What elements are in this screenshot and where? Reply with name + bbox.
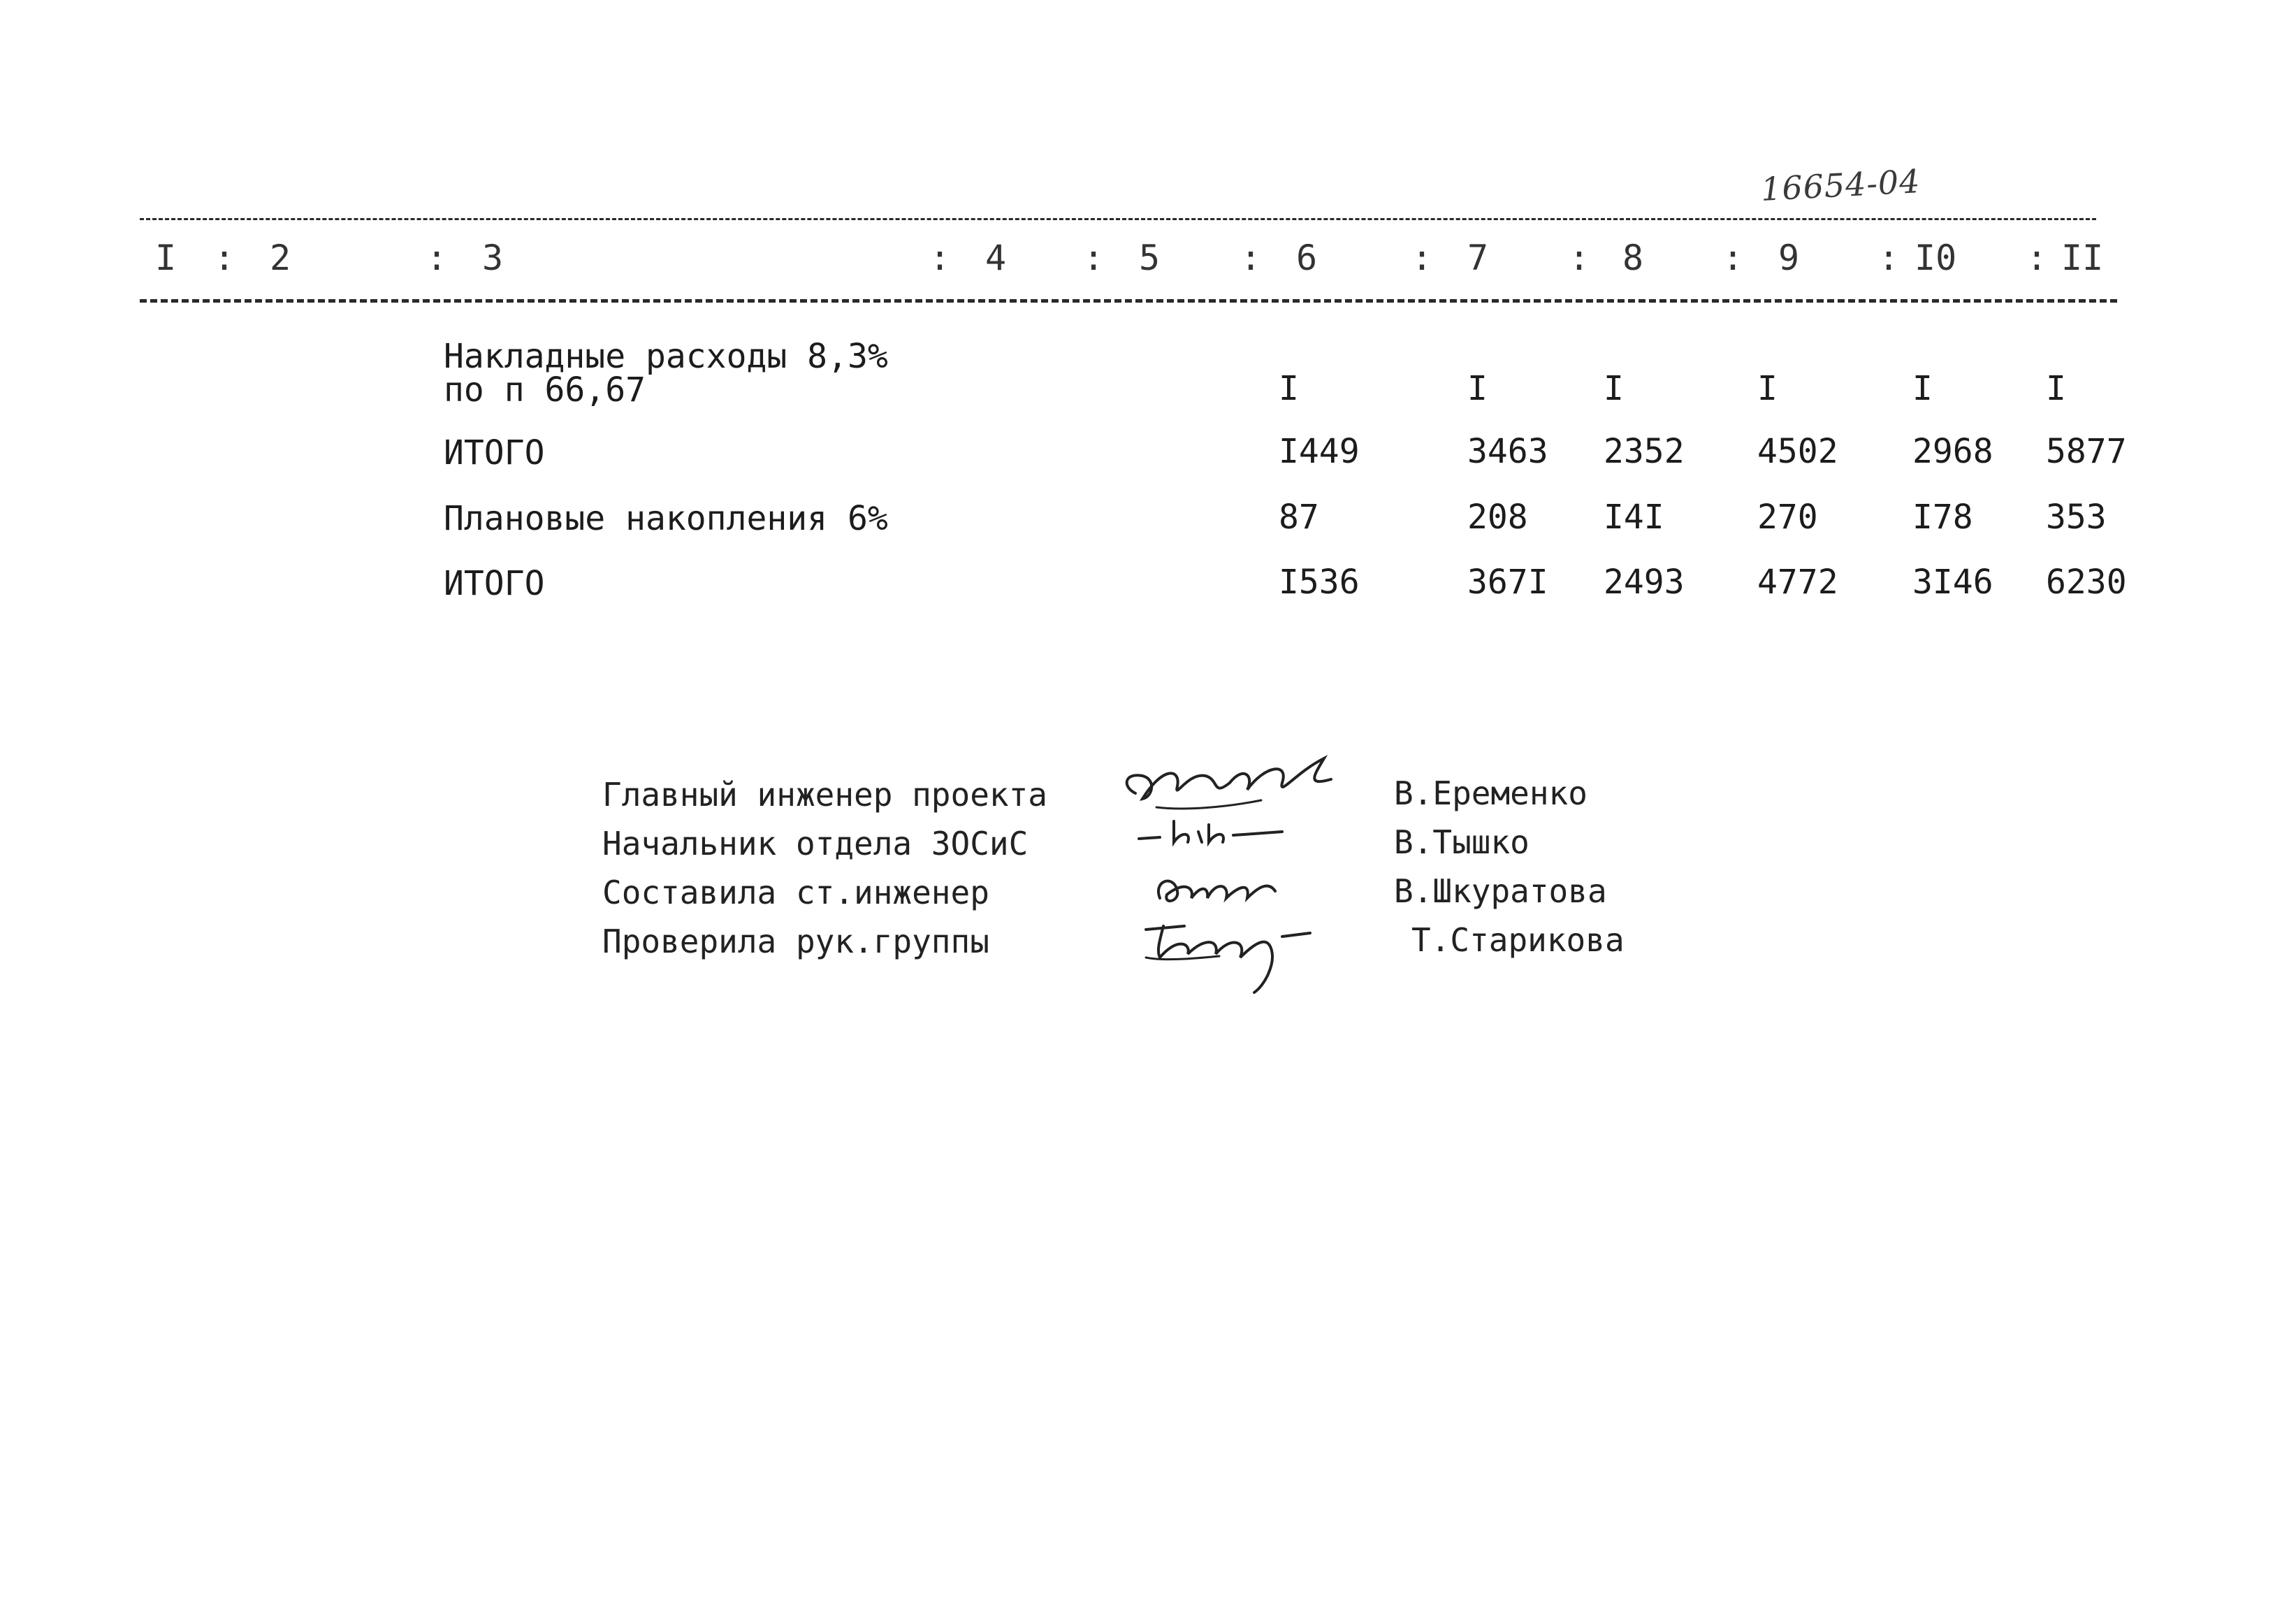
signer-title: Главный инженер проекта xyxy=(602,776,1047,814)
col-sep: : xyxy=(1722,238,1744,278)
col-head-6: 6 xyxy=(1296,238,1318,278)
col-sep: : xyxy=(1240,238,1262,278)
col-sep: : xyxy=(1411,238,1433,278)
col-head-8: 8 xyxy=(1622,238,1644,278)
col-sep: : xyxy=(1878,238,1900,278)
row-label: ИТОГО xyxy=(444,564,545,603)
doc-number: 16654-04 xyxy=(1759,162,1921,208)
cell-col-10: I78 xyxy=(1912,498,1973,537)
cell-col-8: I xyxy=(1604,369,1624,408)
cell-col-6: I536 xyxy=(1279,563,1360,602)
cell-col-7: 367I xyxy=(1467,563,1548,602)
cell-col-9: 4502 xyxy=(1757,432,1838,471)
col-head-9: 9 xyxy=(1778,238,1800,278)
signer-name: В.Еременко xyxy=(1394,774,1587,812)
row-label: Накладные расходы 8,3% xyxy=(444,337,888,376)
col-head-11: II xyxy=(2061,238,2104,278)
cell-col-10: 2968 xyxy=(1912,432,1993,471)
cell-col-8: 2352 xyxy=(1604,432,1685,471)
col-head-5: 5 xyxy=(1139,238,1161,278)
cell-col-9: I xyxy=(1757,369,1778,408)
cell-col-7: 208 xyxy=(1467,498,1528,537)
signature-mark-1 xyxy=(1114,744,1345,821)
signer-title: Начальник отдела ЗОСиС xyxy=(602,825,1029,862)
signer-name: В.Шкуратова xyxy=(1394,872,1607,910)
cell-col-7: I xyxy=(1467,369,1488,408)
header-rule-top xyxy=(140,218,2096,220)
signature-mark-3 xyxy=(1146,860,1300,916)
col-sep: : xyxy=(1083,238,1105,278)
row-label-continued: по п 66,67 xyxy=(444,370,646,410)
col-head-4: 4 xyxy=(985,238,1007,278)
cell-col-11: I xyxy=(2046,369,2066,408)
col-sep: : xyxy=(1569,238,1590,278)
signer-name: В.Тышко xyxy=(1394,823,1530,861)
col-sep: : xyxy=(214,238,235,278)
signer-name: Т.Старикова xyxy=(1411,921,1625,959)
cell-col-6: I xyxy=(1279,369,1299,408)
col-head-3: 3 xyxy=(482,238,504,278)
signer-title: Составила ст.инженер xyxy=(602,874,989,911)
signature-mark-2 xyxy=(1132,811,1293,860)
cell-col-11: 5877 xyxy=(2046,432,2127,471)
row-label: ИТОГО xyxy=(444,433,545,472)
col-sep: : xyxy=(426,238,448,278)
cell-col-11: 6230 xyxy=(2046,563,2127,602)
cell-col-7: 3463 xyxy=(1467,432,1548,471)
signature-mark-4 xyxy=(1135,909,1331,999)
col-sep: : xyxy=(2026,238,2048,278)
cell-col-6: I449 xyxy=(1279,432,1360,471)
cell-col-8: I4I xyxy=(1604,498,1664,537)
col-sep: : xyxy=(929,238,951,278)
row-label: Плановые накопления 6% xyxy=(444,499,888,538)
col-head-7: 7 xyxy=(1467,238,1489,278)
cell-col-9: 4772 xyxy=(1757,563,1838,602)
cell-col-9: 270 xyxy=(1757,498,1818,537)
header-rule-bottom xyxy=(140,299,2117,303)
cell-col-10: 3I46 xyxy=(1912,563,1993,602)
cell-col-6: 87 xyxy=(1279,498,1319,537)
col-head-10: I0 xyxy=(1914,238,1957,278)
signer-title: Проверила рук.группы xyxy=(602,923,989,960)
col-head-1: I xyxy=(155,238,177,278)
col-head-2: 2 xyxy=(270,238,291,278)
cell-col-11: 353 xyxy=(2046,498,2107,537)
cell-col-10: I xyxy=(1912,369,1933,408)
cell-col-8: 2493 xyxy=(1604,563,1685,602)
